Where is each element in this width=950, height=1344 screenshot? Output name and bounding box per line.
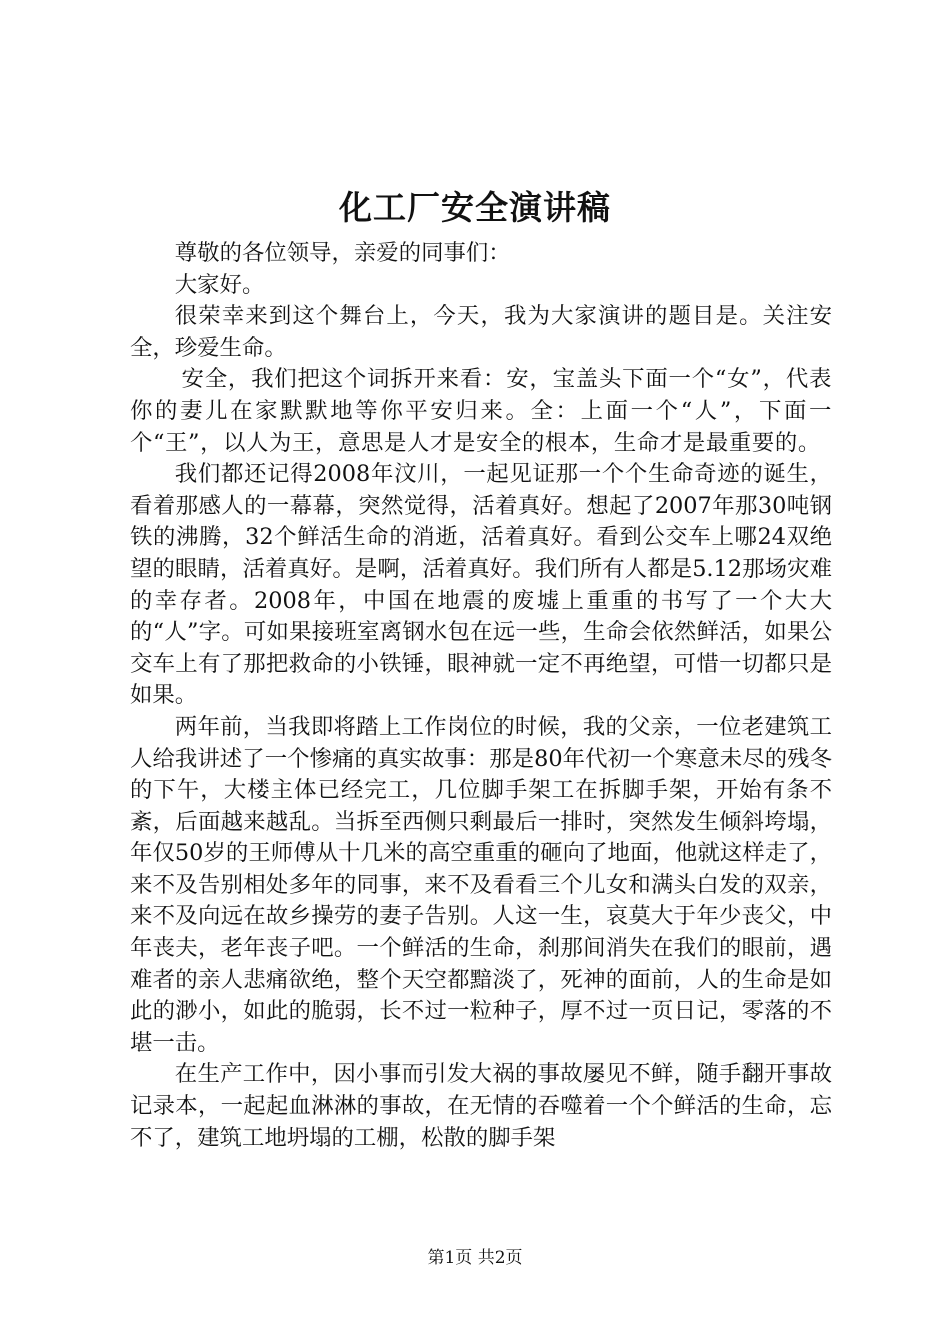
paragraph-accidents: 在生产工作中，因小事而引发大祸的事故屡见不鲜，随手翻开事故记录本，一起起血淋淋的事故，在无情的吞噬着一个个鲜活的生命，忘不了，建筑工地坍塌的工棚，松散的脚手架: [130, 1061, 832, 1151]
paragraph-greeting: 尊敬的各位领导，亲爱的同事们：: [174, 240, 511, 266]
paragraph-wenchuan: 我们都还记得2008年汶川，一起见证那一个个生命奇迹的诞生，看着那感人的一幕幕，突然觉得，活着真好。想起了2007年那30吨钢铁的沸腾，32个鲜活生命的消逝，活着真好。看到公交车上哪24双绝望的眼睛，活着真好。是啊，活着真好。我们所有人都是5.12那场灾难的幸存者。2008年，中国在地震的废墟上重重的书写了一个大大的“人”字。可如果接班室离钢水包在远一些，生命会依然鲜活，如果公交车上有了那把救命的小铁锤，眼神就一定不再绝望，可惜一切都只是如果。: [130, 461, 832, 709]
paragraph-father-story: 两年前，当我即将踏上工作岗位的时候，我的父亲，一位老建筑工人给我讲述了一个惨痛的真实故事：那是80年代初一个寒意未尽的残冬的下午，大楼主体已经完工，几位脚手架工在拆脚手架，开始有条不紊，后面越来越乱。当拆至西侧只剩最后一排时，突然发生倾斜垮塌，年仅50岁的王师傅从十几米的高空重重的砸向了地面，他就这样走了，来不及告别相处多年的同事，来不及看看三个儿女和满头白发的双亲，来不及向远在故乡操劳的妻子告别。人这一生，哀莫大于年少丧父，中年丧夫，老年丧子吧。一个鲜活的生命，刹那间消失在我们的眼前，遇难者的亲人悲痛欲绝，整个天空都黯淡了，死神的面前，人的生命是如此的渺小，如此的脆弱，长不过一粒种子，厚不过一页日记，零落的不堪一击。: [130, 713, 832, 1056]
paragraph-topic: 很荣幸来到这个舞台上，今天，我为大家演讲的题目是。关注安全，珍爱生命。: [130, 303, 832, 361]
paragraph-hello: 大家好。: [174, 271, 265, 298]
document-body: [130, 238, 832, 1154]
document-title: 化工厂安全演讲稿: [339, 188, 611, 227]
paragraph-safety-meaning: 安全，我们把这个词拆开来看：安，宝盖头下面一个“女”，代表你的妻儿在家默默地等你平安归来。全：上面一个“人”，下面一个“王”，以人为王，意思是人才是安全的根本，生命才是最重要的。: [130, 366, 832, 456]
page-footer: 第1页 共2页: [427, 1248, 523, 1268]
